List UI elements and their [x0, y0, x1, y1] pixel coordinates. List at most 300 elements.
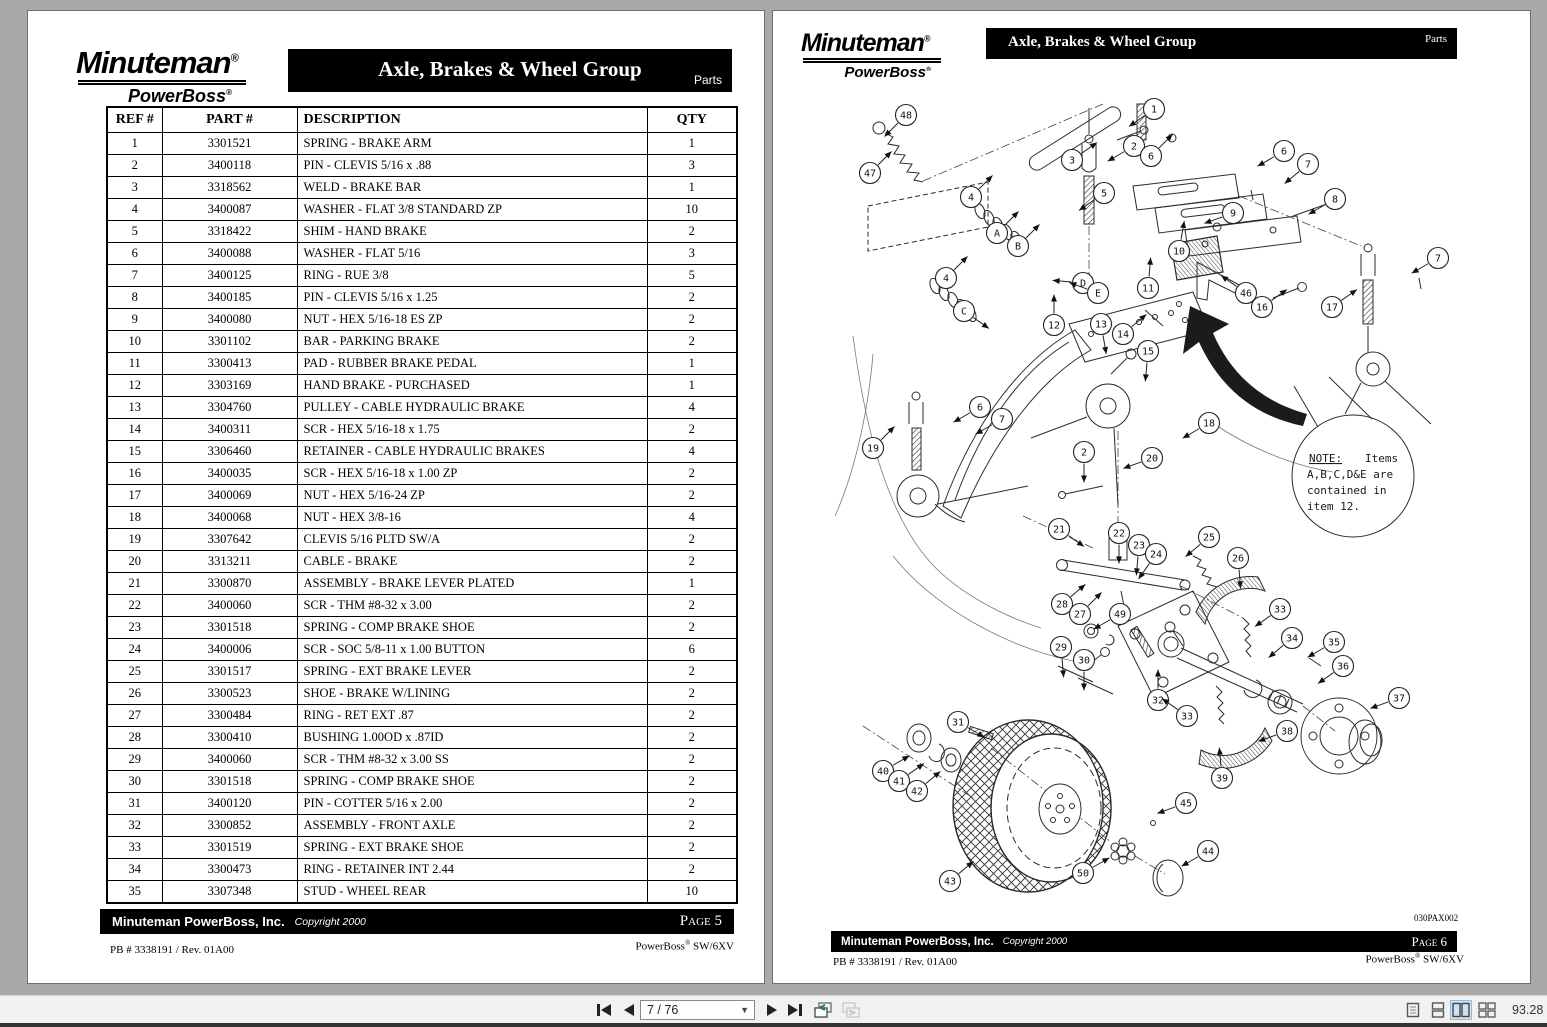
svg-text:E: E: [1094, 288, 1102, 300]
qty-cell: 2: [647, 595, 737, 617]
callout-balloon: [1309, 189, 1346, 215]
part-cell: 3300413: [162, 353, 297, 375]
callout-balloon: [1123, 448, 1162, 469]
qty-cell: 2: [647, 815, 737, 837]
callout-balloon: [1148, 670, 1169, 711]
table-row: [107, 309, 737, 331]
table-row: [107, 155, 737, 177]
note-line3: contained in: [1307, 484, 1387, 497]
svg-text:27: 27: [1073, 609, 1087, 621]
svg-text:12: 12: [1047, 320, 1061, 332]
callout-balloon: [1074, 442, 1095, 483]
callout-balloon: [1258, 141, 1295, 167]
description-cell: SCR - SOC 5/8-11 x 1.00 BUTTON: [297, 639, 647, 661]
col-header-ref: REF #: [107, 107, 162, 133]
table-row: [107, 441, 737, 463]
page-title: Axle, Brakes & Wheel Group: [1008, 34, 1197, 50]
description-cell: PIN - COTTER 5/16 x 2.00: [297, 793, 647, 815]
table-row: [107, 617, 737, 639]
qty-cell: 2: [647, 683, 737, 705]
svg-text:14: 14: [1116, 329, 1130, 341]
table-row: [107, 463, 737, 485]
svg-text:6: 6: [1280, 146, 1288, 158]
ref-cell: 15: [107, 441, 162, 463]
svg-text:C: C: [960, 306, 968, 318]
logo-stripe: [78, 83, 246, 85]
previous-view-button[interactable]: [812, 999, 834, 1021]
callout-balloon: [954, 301, 989, 329]
part-cell: 3301518: [162, 771, 297, 793]
qty-cell: 2: [647, 485, 737, 507]
drawing-number: 030PAX002: [1414, 913, 1459, 923]
callout-balloon: [1113, 314, 1147, 344]
svg-text:30: 30: [1077, 655, 1091, 667]
svg-text:36: 36: [1336, 661, 1350, 673]
description-cell: NUT - HEX 5/16-24 ZP: [297, 485, 647, 507]
description-cell: PIN - CLEVIS 5/16 x 1.25: [297, 287, 647, 309]
svg-text:46: 46: [1239, 288, 1253, 300]
callout-balloon: [1049, 519, 1084, 547]
ref-cell: 14: [107, 419, 162, 441]
svg-text:17: 17: [1325, 302, 1339, 314]
qty-cell: 2: [647, 617, 737, 639]
callout-balloon: [863, 426, 895, 458]
footer-company: Minuteman PowerBoss, Inc.: [841, 935, 994, 948]
callout-balloon: [1138, 341, 1159, 382]
ref-cell: 29: [107, 749, 162, 771]
zoom-level-value[interactable]: 93.28: [1512, 1003, 1544, 1017]
table-row: [107, 221, 737, 243]
ref-cell: 12: [107, 375, 162, 397]
svg-text:37: 37: [1392, 693, 1406, 705]
svg-text:48: 48: [899, 110, 913, 122]
description-cell: SHIM - HAND BRAKE: [297, 221, 647, 243]
note-line1: Items: [1365, 452, 1399, 465]
callout-balloon: [1182, 841, 1219, 867]
callout-balloon: [1094, 604, 1131, 630]
ref-cell: 26: [107, 683, 162, 705]
callout-balloon: [1269, 628, 1303, 658]
description-cell: SPRING - COMP BRAKE SHOE: [297, 617, 647, 639]
part-cell: 3318562: [162, 177, 297, 199]
part-cell: 3304760: [162, 397, 297, 419]
ref-cell: 8: [107, 287, 162, 309]
parts-corner-label: Parts: [1425, 33, 1447, 45]
ref-cell: 16: [107, 463, 162, 485]
svg-text:6: 6: [1147, 151, 1155, 163]
svg-text:28: 28: [1055, 599, 1069, 611]
part-cell: 3306460: [162, 441, 297, 463]
table-row: [107, 793, 737, 815]
part-cell: 3400185: [162, 287, 297, 309]
description-cell: RETAINER - CABLE HYDRAULIC BRAKES: [297, 441, 647, 463]
callout-balloon: [936, 256, 968, 288]
page-number-value: 7 / 76: [647, 1003, 679, 1017]
table-row: [107, 859, 737, 881]
part-cell: 3300852: [162, 815, 297, 837]
qty-cell: 4: [647, 507, 737, 529]
svg-text:24: 24: [1149, 549, 1163, 561]
description-cell: WASHER - FLAT 5/16: [297, 243, 647, 265]
callout-balloon: [1318, 656, 1353, 684]
qty-cell: 2: [647, 463, 737, 485]
ref-cell: 4: [107, 199, 162, 221]
table-row: [107, 397, 737, 419]
window-bottom-edge: [0, 1023, 1547, 1027]
ref-cell: 30: [107, 771, 162, 793]
part-cell: 3301518: [162, 617, 297, 639]
svg-text:18: 18: [1202, 418, 1216, 430]
col-header-description: DESCRIPTION: [297, 107, 647, 133]
svg-text:38: 38: [1280, 726, 1294, 738]
callout-balloon: [1108, 136, 1145, 162]
callout-balloon: [1322, 290, 1357, 318]
part-cell: 3400088: [162, 243, 297, 265]
svg-text:21: 21: [1052, 524, 1066, 536]
ref-cell: 23: [107, 617, 162, 639]
svg-text:49: 49: [1113, 609, 1127, 621]
table-row: [107, 177, 737, 199]
table-row: [107, 837, 737, 859]
ref-cell: 32: [107, 815, 162, 837]
description-cell: SCR - HEX 5/16-18 x 1.00 ZP: [297, 463, 647, 485]
description-cell: SHOE - BRAKE W/LINING: [297, 683, 647, 705]
description-cell: STUD - WHEEL REAR: [297, 881, 647, 904]
svg-text:B: B: [1014, 241, 1022, 253]
ref-cell: 25: [107, 661, 162, 683]
svg-text:8: 8: [1331, 194, 1339, 206]
qty-cell: 2: [647, 287, 737, 309]
col-header-part: PART #: [162, 107, 297, 133]
part-cell: 3400035: [162, 463, 297, 485]
ref-cell: 11: [107, 353, 162, 375]
callout-balloon: [954, 397, 991, 423]
page-footer-bar: [100, 909, 734, 934]
page-footer-bar: [831, 931, 1457, 952]
ref-cell: 27: [107, 705, 162, 727]
page-title-bar: [986, 28, 1457, 59]
description-cell: RING - RETAINER INT 2.44: [297, 859, 647, 881]
svg-text:4: 4: [942, 273, 950, 285]
chevron-down-icon[interactable]: ▼: [740, 1005, 749, 1015]
table-row: [107, 771, 737, 793]
callout-balloon: [1129, 99, 1164, 127]
svg-text:11: 11: [1141, 283, 1155, 295]
footer-copyright: Copyright 2000: [294, 915, 366, 928]
two-page-scrolling-view-icon[interactable]: [1476, 1000, 1498, 1020]
description-cell: NUT - HEX 3/8-16: [297, 507, 647, 529]
ref-cell: 7: [107, 265, 162, 287]
table-row: [107, 727, 737, 749]
pdf-viewer-toolbar: [0, 995, 1547, 1024]
two-page-view-icon[interactable]: [1450, 1000, 1472, 1020]
parts-corner-label: Parts: [693, 73, 722, 87]
description-cell: RING - RUE 3/8: [297, 265, 647, 287]
part-cell: 3400311: [162, 419, 297, 441]
part-cell: 3301519: [162, 837, 297, 859]
part-cell: 3400080: [162, 309, 297, 331]
footer-page-number: Page 6: [1411, 933, 1447, 949]
part-cell: 3400120: [162, 793, 297, 815]
svg-text:23: 23: [1132, 540, 1146, 552]
callout-balloon: [940, 861, 974, 891]
svg-text:7: 7: [998, 414, 1006, 426]
description-cell: ASSEMBLY - BRAKE LEVER PLATED: [297, 573, 647, 595]
callout-balloon: [1221, 276, 1256, 304]
ref-cell: 3: [107, 177, 162, 199]
ref-cell: 2: [107, 155, 162, 177]
logo-powerboss-text: PowerBoss: [127, 86, 227, 106]
part-cell: 3313211: [162, 551, 297, 573]
svg-text:29: 29: [1054, 642, 1068, 654]
svg-text:2: 2: [1130, 141, 1138, 153]
table-row: [107, 639, 737, 661]
part-cell: 3300473: [162, 859, 297, 881]
description-cell: RING - RET EXT .87: [297, 705, 647, 727]
qty-cell: 5: [647, 265, 737, 287]
ref-cell: 1: [107, 133, 162, 155]
callout-balloon: [1186, 527, 1220, 557]
ref-cell: 22: [107, 595, 162, 617]
qty-cell: 1: [647, 375, 737, 397]
callout-balloon: [1412, 248, 1449, 274]
logo-stripe: [803, 61, 941, 63]
table-row: [107, 243, 737, 265]
callout-balloon: [907, 771, 941, 801]
qty-cell: 2: [647, 793, 737, 815]
ref-cell: 17: [107, 485, 162, 507]
table-row: [107, 375, 737, 397]
doc-model: PowerBoss® SW/6XV: [635, 939, 734, 953]
note-label: NOTE:: [1309, 452, 1343, 465]
previous-page-button[interactable]: [618, 999, 640, 1021]
qty-cell: 1: [647, 573, 737, 595]
next-page-button[interactable]: [761, 999, 783, 1021]
svg-text:D: D: [1079, 278, 1087, 290]
table-row: [107, 881, 737, 904]
table-row: [107, 683, 737, 705]
ref-cell: 13: [107, 397, 162, 419]
part-cell: 3400118: [162, 155, 297, 177]
part-cell: 3400060: [162, 749, 297, 771]
table-row: [107, 507, 737, 529]
ref-cell: 28: [107, 727, 162, 749]
svg-text:44: 44: [1201, 846, 1215, 858]
svg-text:4: 4: [967, 192, 975, 204]
svg-text:10: 10: [1172, 246, 1186, 258]
svg-text:33: 33: [1273, 604, 1287, 616]
table-row: [107, 661, 737, 683]
description-cell: NUT - HEX 5/16-18 ES ZP: [297, 309, 647, 331]
callout-balloon: [1109, 523, 1130, 564]
description-cell: SCR - THM #8-32 x 3.00: [297, 595, 647, 617]
doc-model: PowerBoss® SW/6XV: [1365, 952, 1464, 966]
svg-text:7: 7: [1304, 159, 1312, 171]
note-line4: item 12.: [1307, 500, 1360, 513]
qty-cell: 2: [647, 837, 737, 859]
logo-minuteman-text: Minuteman: [801, 29, 924, 57]
part-cell: 3307348: [162, 881, 297, 904]
svg-text:31: 31: [951, 717, 965, 729]
footer-company: Minuteman PowerBoss, Inc.: [112, 914, 285, 929]
ref-cell: 33: [107, 837, 162, 859]
callout-balloon: [1044, 295, 1065, 336]
description-cell: PIN - CLEVIS 5/16 x .88: [297, 155, 647, 177]
doc-revision: PB # 3338191 / Rev. 01A00: [833, 956, 957, 968]
qty-cell: 2: [647, 221, 737, 243]
document-page-5: [27, 10, 765, 984]
qty-cell: 2: [647, 419, 737, 441]
description-cell: HAND BRAKE - PURCHASED: [297, 375, 647, 397]
callout-balloon: [860, 151, 892, 183]
svg-text:9: 9: [1229, 208, 1237, 220]
parts-table: [106, 106, 738, 904]
callout-balloon: [1162, 699, 1197, 727]
ref-cell: 19: [107, 529, 162, 551]
qty-cell: 2: [647, 771, 737, 793]
description-cell: CLEVIS 5/16 PLTD SW/A: [297, 529, 647, 551]
part-cell: 3301521: [162, 133, 297, 155]
svg-text:34: 34: [1285, 633, 1299, 645]
next-view-button[interactable]: [840, 999, 862, 1021]
table-row: [107, 199, 737, 221]
svg-text:43: 43: [943, 876, 957, 888]
table-row: [107, 287, 737, 309]
part-cell: 3301517: [162, 661, 297, 683]
svg-text:19: 19: [866, 443, 880, 455]
table-row: [107, 265, 737, 287]
description-cell: SPRING - BRAKE ARM: [297, 133, 647, 155]
qty-cell: 4: [647, 441, 737, 463]
callout-balloon: [1138, 258, 1159, 299]
svg-text:26: 26: [1231, 553, 1245, 565]
single-page-view-icon[interactable]: [1402, 1000, 1424, 1020]
description-cell: ASSEMBLY - FRONT AXLE: [297, 815, 647, 837]
part-cell: 3400069: [162, 485, 297, 507]
callout-balloon: [1255, 599, 1290, 627]
parts-table-body: [107, 133, 737, 904]
svg-text:39: 39: [1215, 773, 1229, 785]
table-row: [107, 353, 737, 375]
document-page-6: [772, 10, 1531, 984]
qty-cell: 2: [647, 529, 737, 551]
table-row: [107, 331, 737, 353]
ref-cell: 10: [107, 331, 162, 353]
qty-cell: 10: [647, 199, 737, 221]
callout-balloon: [1157, 793, 1196, 814]
callout-balloon: [948, 712, 985, 738]
table-row: [107, 595, 737, 617]
description-cell: PAD - RUBBER BRAKE PEDAL: [297, 353, 647, 375]
doc-revision: PB # 3338191 / Rev. 01A00: [110, 944, 234, 956]
qty-cell: 1: [647, 353, 737, 375]
qty-cell: 2: [647, 661, 737, 683]
svg-text:32: 32: [1151, 695, 1165, 707]
callout-balloon: [1070, 592, 1102, 624]
part-cell: 3303169: [162, 375, 297, 397]
col-header-qty: QTY: [647, 107, 737, 133]
table-header-row: [107, 107, 737, 133]
svg-text:42: 42: [910, 786, 924, 798]
logo-stripe: [78, 80, 246, 82]
svg-text:33: 33: [1180, 711, 1194, 723]
part-cell: 3400087: [162, 199, 297, 221]
table-row: [107, 551, 737, 573]
description-cell: CABLE - BRAKE: [297, 551, 647, 573]
qty-cell: 1: [647, 177, 737, 199]
callout-balloon: [1370, 688, 1409, 709]
svg-text:22: 22: [1112, 528, 1126, 540]
qty-cell: 6: [647, 639, 737, 661]
callout-balloon: [1308, 632, 1345, 658]
part-cell: 3300523: [162, 683, 297, 705]
svg-text:16: 16: [1255, 302, 1269, 314]
ref-cell: 9: [107, 309, 162, 331]
description-cell: SCR - HEX 5/16-18 x 1.75: [297, 419, 647, 441]
ref-cell: 34: [107, 859, 162, 881]
svg-text:6: 6: [976, 402, 984, 414]
svg-text:15: 15: [1141, 346, 1155, 358]
minuteman-powerboss-logo: Minuteman® PowerBoss®: [76, 47, 246, 105]
ref-cell: 6: [107, 243, 162, 265]
table-row: [107, 705, 737, 727]
footer-page-number: Page 5: [679, 913, 722, 929]
callout-balloon: [1008, 224, 1040, 256]
table-row: [107, 485, 737, 507]
description-cell: BAR - PARKING BRAKE: [297, 331, 647, 353]
description-cell: PULLEY - CABLE HYDRAULIC BRAKE: [297, 397, 647, 419]
scrolling-page-view-icon[interactable]: [1427, 1000, 1449, 1020]
description-cell: WELD - BRAKE BAR: [297, 177, 647, 199]
ref-cell: 24: [107, 639, 162, 661]
part-cell: 3301102: [162, 331, 297, 353]
footer-copyright: Copyright 2000: [1002, 936, 1068, 947]
description-cell: SCR - THM #8-32 x 3.00 SS: [297, 749, 647, 771]
table-row: [107, 133, 737, 155]
page-title: Axle, Brakes & Wheel Group: [378, 57, 642, 81]
ref-cell: 20: [107, 551, 162, 573]
part-cell: 3400068: [162, 507, 297, 529]
svg-text:35: 35: [1327, 637, 1341, 649]
part-cell: 3400060: [162, 595, 297, 617]
part-cell: 3400006: [162, 639, 297, 661]
qty-cell: 2: [647, 331, 737, 353]
part-cell: 3300870: [162, 573, 297, 595]
qty-cell: 4: [647, 397, 737, 419]
part-cell: 3300484: [162, 705, 297, 727]
logo-stripe: [803, 58, 941, 60]
table-row: [107, 529, 737, 551]
svg-text:45: 45: [1179, 798, 1193, 810]
qty-cell: 2: [647, 705, 737, 727]
svg-text:25: 25: [1202, 532, 1216, 544]
last-page-button[interactable]: [784, 999, 806, 1021]
svg-text:A: A: [993, 228, 1001, 240]
qty-cell: 3: [647, 155, 737, 177]
qty-cell: 2: [647, 551, 737, 573]
callout-balloon: [1062, 143, 1097, 171]
description-cell: BUSHING 1.00OD x .87ID: [297, 727, 647, 749]
description-cell: SPRING - EXT BRAKE SHOE: [297, 837, 647, 859]
page-title-bar: [288, 49, 732, 92]
qty-cell: 2: [647, 749, 737, 771]
table-row: [107, 815, 737, 837]
table-row: [107, 419, 737, 441]
note-line2: A,B,C,D&E are: [1307, 468, 1394, 481]
page-number-input[interactable]: [640, 1000, 755, 1020]
first-page-button[interactable]: [593, 999, 615, 1021]
svg-text:50: 50: [1076, 868, 1090, 880]
